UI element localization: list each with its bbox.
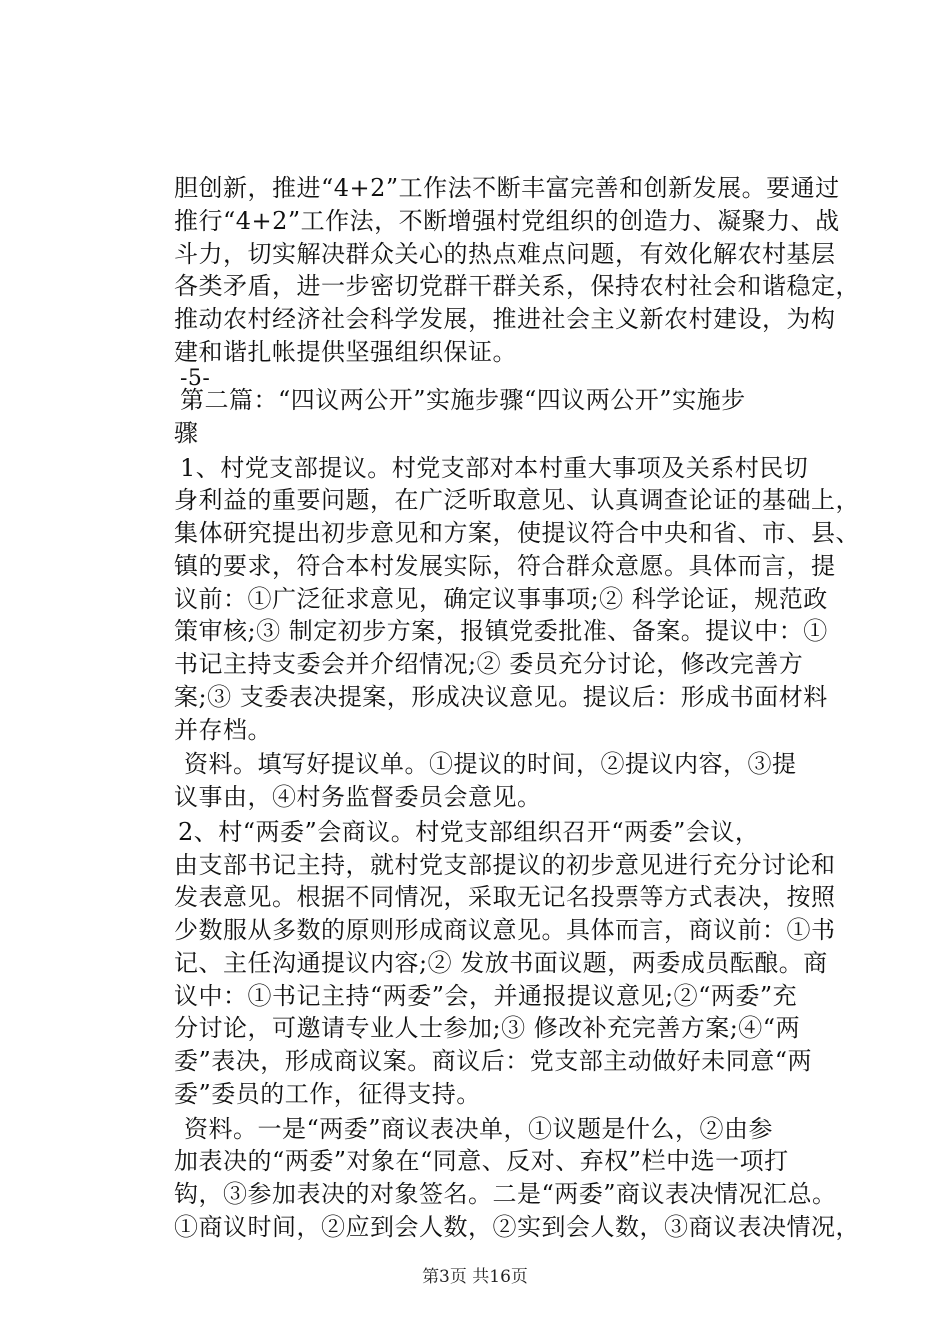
page-footer: 第3页 共16页: [422, 1267, 528, 1287]
body-text-line: 镇的要求，符合本村发展实际，符合群众意愿。具体而言，提: [174, 552, 836, 580]
body-text-line: 并存档。: [174, 716, 272, 744]
body-text-line: 记、主任沟通提议内容;② 发放书面议题，两委成员酝酿。商: [174, 949, 828, 977]
section-heading: 第二篇：“四议两公开”实施步骤“四议两公开”实施步: [180, 386, 746, 414]
body-text-line: 钩，③参加表决的对象签名。二是“两委”商议表决情况汇总。: [174, 1180, 837, 1208]
body-text-line: 案;③ 支委表决提案，形成决议意见。提议后：形成书面材料: [174, 683, 828, 711]
body-text-line: 由支部书记主持，就村党支部提议的初步意见进行充分讨论和: [174, 851, 836, 879]
body-text-line: 委”表决，形成商议案。商议后：党支部主动做好未同意“两: [174, 1047, 813, 1075]
body-text-line: 胆创新，推进“4+2”工作法不断丰富完善和创新发展。要通过: [174, 174, 840, 202]
body-text-line: 议中：①书记主持“两委”会，并通报提议意见;②“两委”充: [174, 982, 798, 1010]
body-text-line: 策审核;③ 制定初步方案，报镇党委批准、备案。提议中：①: [174, 617, 828, 645]
body-text-line: 分讨论，可邀请专业人士参加;③ 修改补充完善方案;④“两: [174, 1014, 801, 1042]
body-text-line: 推动农村经济社会科学发展，推进社会主义新农村建设，为构: [174, 305, 836, 333]
body-text-line: ①商议时间，②应到会人数，②实到会人数，③商议表决情况，: [174, 1213, 860, 1241]
body-text-line: 委”委员的工作，征得支持。: [174, 1080, 481, 1108]
page-number-marker: -5-: [180, 366, 211, 391]
body-text-line: 建和谐扎帐提供坚强组织保证。: [174, 338, 517, 366]
body-text-line: 资料。填写好提议单。①提议的时间，②提议内容，③提: [184, 750, 797, 778]
body-text-line: 少数服从多数的原则形成商议意见。具体而言，商议前：①书: [174, 916, 836, 944]
body-text-line: 议前：①广泛征求意见，确定议事事项;② 科学论证，规范政: [174, 585, 828, 613]
body-text-line: 斗力，切实解决群众关心的热点难点问题，有效化解农村基层: [174, 240, 836, 268]
body-text-line: 各类矛盾，进一步密切党群干群关系，保持农村社会和谐稳定，: [174, 272, 860, 300]
body-text-line: 2、村“两委”会商议。村党支部组织召开“两委”会议，: [178, 818, 760, 846]
body-text-line: 书记主持支委会并介绍情况;② 委员充分讨论，修改完善方: [174, 650, 804, 678]
body-text-line: 议事由，④村务监督委员会意见。: [174, 783, 542, 811]
section-heading-continued: 骤: [174, 419, 199, 447]
body-text-line: 集体研究提出初步意见和方案，使提议符合中央和省、市、县、: [174, 519, 860, 547]
body-text-line: 推行“4+2”工作法，不断增强村党组织的创造力、凝聚力、战: [174, 207, 840, 235]
body-text-line: 1、村党支部提议。村党支部对本村重大事项及关系村民切: [180, 454, 809, 482]
body-text-line: 资料。一是“两委”商议表决单，①议题是什么，②由参: [184, 1115, 774, 1143]
body-text-line: 发表意见。根据不同情况，采取无记名投票等方式表决，按照: [174, 883, 836, 911]
body-text-line: 身利益的重要问题，在广泛听取意见、认真调查论证的基础上，: [174, 486, 860, 514]
body-text-line: 加表决的“两委”对象在“同意、反对、弃权”栏中选一项打: [174, 1147, 789, 1175]
